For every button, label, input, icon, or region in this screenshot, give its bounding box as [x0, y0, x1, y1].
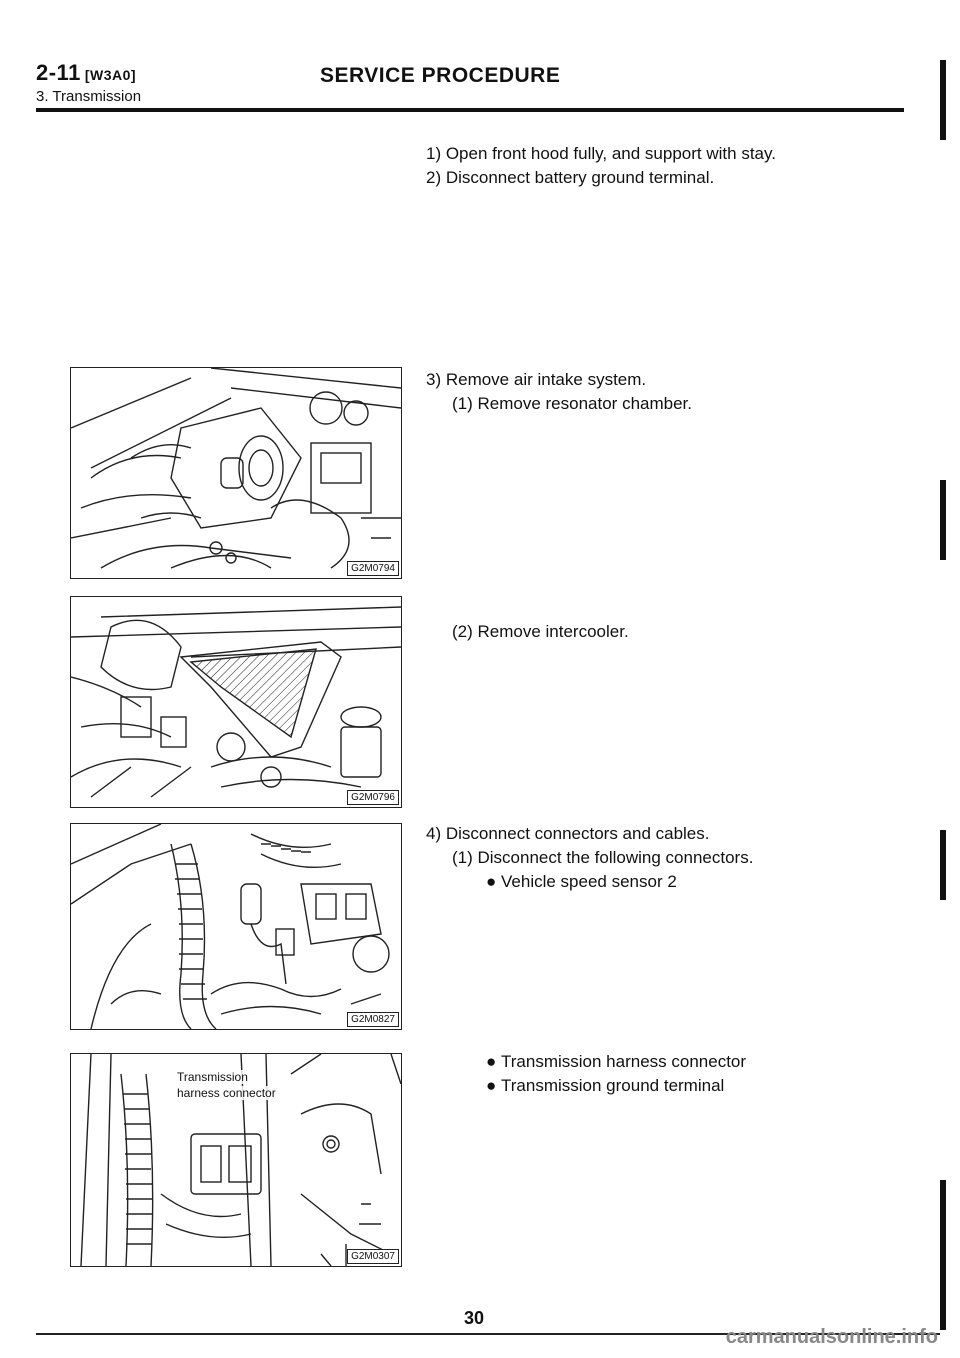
- figure-code: G2M0794: [347, 561, 399, 576]
- section-code: [36, 60, 136, 86]
- step-2: 2) Disconnect battery ground terminal.: [426, 168, 715, 187]
- figure-resonator-chamber: [70, 367, 402, 579]
- binding-edge-mid: [940, 480, 946, 560]
- figure-harness-connector: [70, 1053, 402, 1267]
- binding-edge-top: [940, 60, 946, 140]
- watermark: carmanualsonline.info: [725, 1326, 938, 1348]
- figure-speed-sensor: [70, 823, 402, 1030]
- bullet-harness-connector: [486, 1050, 746, 1074]
- figure-code: G2M0307: [347, 1249, 399, 1264]
- page-title: SERVICE PROCEDURE: [320, 64, 561, 87]
- bullet-label: Vehicle speed sensor 2: [501, 872, 677, 891]
- bullet-label: Transmission harness connector: [501, 1052, 747, 1071]
- callout-line-1: Transmission: [177, 1070, 248, 1084]
- figure-code: G2M0796: [347, 790, 399, 805]
- binding-edge-bottom: [940, 1180, 946, 1330]
- header-rule: [36, 108, 904, 112]
- bullet-dot: ●: [486, 1052, 497, 1071]
- section-subtitle: 3. Transmission: [36, 88, 142, 105]
- figure-code: G2M0827: [347, 1012, 399, 1027]
- step-3-1: (1) Remove resonator chamber.: [452, 394, 692, 413]
- figure-intercooler: [70, 596, 402, 808]
- callout-line-2: harness connector: [177, 1086, 276, 1100]
- resonator-illustration: [71, 368, 401, 578]
- speed-sensor-illustration: [71, 824, 401, 1029]
- step-3: 3) Remove air intake system.: [426, 370, 647, 389]
- step-4-1: (1) Disconnect the following connectors.: [452, 848, 754, 867]
- bullet-dot: ●: [486, 1076, 497, 1095]
- section-code-number: 2-11: [36, 60, 81, 85]
- binding-edge-lower: [940, 830, 946, 900]
- bullet-ground-terminal: [486, 1074, 724, 1098]
- bullet-label: Transmission ground terminal: [501, 1076, 725, 1095]
- step-3-2: (2) Remove intercooler.: [452, 622, 629, 641]
- step-4: 4) Disconnect connectors and cables.: [426, 824, 710, 843]
- page-number: 30: [464, 1308, 485, 1328]
- bullet-vehicle-speed-sensor: [486, 870, 677, 894]
- step-1: 1) Open front hood fully, and support with stay.: [426, 144, 776, 163]
- intercooler-illustration: [71, 597, 401, 807]
- bullet-dot: ●: [486, 872, 497, 891]
- section-code-tag: [W3A0]: [84, 67, 137, 83]
